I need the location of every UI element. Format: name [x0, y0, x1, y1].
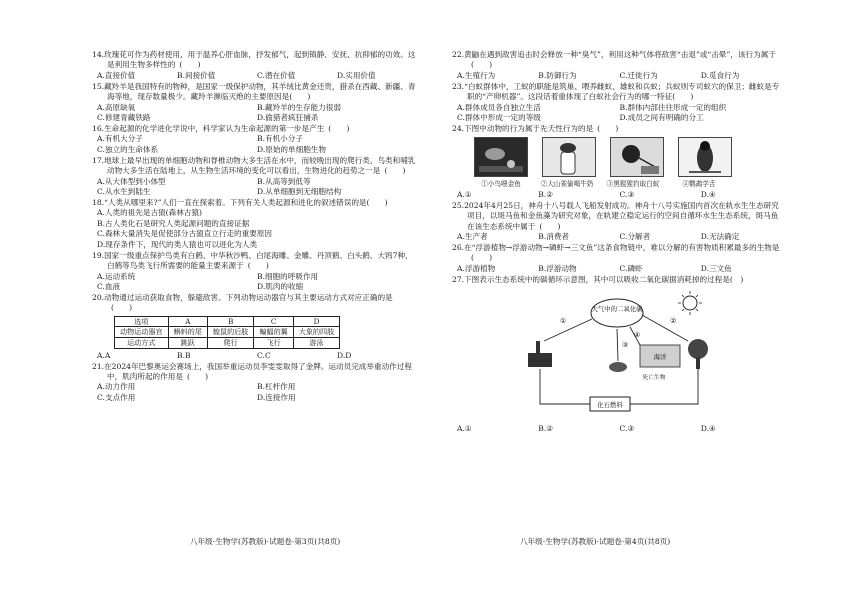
q15-option-a: A.高原缺氧: [97, 102, 136, 112]
q20-table-header-cell: 选项: [115, 316, 169, 327]
q20-table-cell: 飞行: [254, 337, 293, 348]
q23-option-b: B.群体内部往往形成一定的组织: [619, 102, 727, 112]
q19-answer-blank: ( ): [247, 261, 269, 271]
q24-behavior-photos: [474, 137, 782, 177]
mark-1: ①: [560, 317, 567, 326]
q19-option-a: A.运动系统: [97, 271, 136, 281]
q27-stem: 27.下图表示生态系统中的碳循环示意图，其中可以吸收二氧化碳据消耗掉的过程是( ): [452, 274, 744, 284]
question-14: [92, 50, 417, 81]
question-21: [92, 362, 417, 404]
q22-option-b: B.防御行为: [538, 70, 577, 80]
q16-option-c: C.独立的生命体系: [97, 144, 159, 154]
q20-answer-blank: ( ): [111, 303, 133, 313]
q21-answer-blank: ( ): [186, 371, 209, 381]
q20-option-a: A.A: [97, 350, 111, 360]
q19-option-c: C.血液: [97, 281, 121, 291]
q26-option-b: B.浮游动物: [538, 263, 577, 273]
q26-answer-blank: ( ): [471, 253, 493, 263]
q18-option-b: B.古人类化石是研究人类起源问题的直接证据: [97, 218, 250, 228]
question-25: [452, 201, 782, 243]
q26-option-d: D.三文鱼: [700, 263, 732, 273]
carbon-cycle-diagram: [522, 289, 717, 417]
q15-stem: 15.藏羚羊是我国特有的物种，是国家一级保护动物，其羊绒比黄金还贵，猎杀在西藏、新疆、青海等地，现存数量极少。藏羚羊濒临灭绝的主要原因是( ): [92, 81, 416, 102]
q20-table-cell: 大象的四肢: [293, 327, 339, 338]
question-16: [92, 124, 417, 155]
q14-stem: 14.玫瑰花可作为药材使用，用于温养心肝血脉，抒发郁气，起到镇静、安抚、抗抑郁的功效。这是利用生物多样性的: [92, 50, 416, 70]
q24-caption-3: ③黑猩猩钓取白蚁: [606, 180, 660, 189]
mark-3: ③: [622, 341, 629, 350]
atmosphere-label: 大气中的二氧化碳: [591, 305, 643, 314]
q19-option-d: D.肌肉的收缩: [257, 281, 304, 291]
q20-table-cell: 运动方式: [115, 337, 169, 348]
q24-caption-4: ④鹦鹉学舌: [682, 180, 716, 189]
q16-option-d: D.原始的单细胞生物: [257, 144, 326, 154]
q27-option-c: C.③: [619, 423, 635, 433]
q27-option-a: A.①: [457, 423, 472, 433]
q14-option-d: D.实用价值: [337, 70, 376, 80]
q20-table-cell: 动物运动器官: [115, 327, 169, 338]
q25-option-d: D.无法确定: [700, 232, 740, 242]
q18-option-c: C.森林大量消失是促使部分古猿直立行走的重要原因: [97, 229, 273, 239]
q26-option-a: A.浮游植物: [457, 263, 496, 273]
question-26: [452, 243, 782, 274]
q17-option-b: B.从高等到低等: [257, 176, 311, 186]
q15-option-d: D.偷猎者疯狂捕杀: [257, 113, 319, 123]
arrow-animal-to-air: [617, 329, 618, 361]
q21-option-a: A.动力作用: [97, 382, 136, 392]
q20-option-c: C.C: [257, 350, 271, 360]
fossil-fuel-label: 化石燃料: [597, 401, 623, 410]
question-27: [452, 275, 782, 434]
sun-icon: [683, 296, 697, 310]
q16-stem: 16.生命起源的化学进化学说中，科学家认为生命起源的第一步是产生: [92, 124, 325, 134]
q17-option-a: A.从大体型到小体型: [97, 176, 166, 186]
q19-stem: 19.国家一级重点保护鸟类有白鹤、中华秋沙鸭、白尾海雕、金雕、丹顶鹤、白头鹤、大鸨7种，白鹤等鸟类飞行所需要的能量主要来源于: [92, 250, 413, 271]
q27-option-b: B.②: [538, 423, 554, 433]
q26-option-c: C.磷虾: [619, 263, 643, 273]
page-footer-left: 八年级·生物学(苏教版)·试题卷·第3页(共8页): [190, 537, 341, 546]
q21-option-b: B.杠杆作用: [257, 382, 296, 392]
q20-option-d: D.D: [337, 350, 352, 360]
q25-stem: 25.2024年4月25日，神舟十八号载人飞船发射成功。神舟十八号实施国内首次在轨水生生态研究项目，以斑马鱼和金鱼藻为研究对象，在轨建立稳定运行的空间自循环水生生态系统，斑马鱼在该生态系统中属于: [452, 200, 779, 231]
q24-option-c: C.③: [619, 189, 635, 199]
q20-table: [114, 316, 340, 349]
q25-option-b: B.消费者: [538, 232, 570, 242]
q25-option-c: C.分解者: [619, 232, 651, 242]
right-page-column: [452, 50, 782, 435]
q18-option-d: D.现存条件下，现代的类人猿也可以进化为人类: [97, 239, 258, 249]
question-20: [92, 293, 417, 361]
arrow-fossil-to-factory: [540, 369, 590, 404]
arrow-air-to-tree: [642, 315, 688, 341]
mark-4: ④: [634, 331, 641, 340]
arrow-factory-to-air: [544, 319, 592, 341]
q14-answer-blank: ( ): [179, 60, 201, 70]
q21-option-d: D.连接作用: [257, 392, 296, 402]
factory-icon: [528, 341, 552, 367]
q20-table-header-cell: B: [207, 316, 253, 327]
q20-table-cell: 蝙蝠的翼: [254, 327, 293, 338]
q25-option-a: A.生产者: [457, 232, 488, 242]
atmosphere-co2-cloud: [591, 299, 643, 327]
q15-option-b: B.藏羚羊的生存能力很弱: [257, 102, 341, 112]
q14-option-c: C.潜在价值: [257, 70, 296, 80]
q21-option-c: C.支点作用: [97, 392, 136, 402]
bird-feeding-fish-photo: [474, 137, 528, 177]
q22-option-d: D.觅食行为: [700, 70, 740, 80]
q20-option-b: B.B: [177, 350, 191, 360]
dead-organisms-label: 死亡生物: [642, 375, 666, 382]
q23-stem: 23.“白蚁群体中，工蚁的职能是筑巢、喂养雌蚁、雄蚁和兵蚁；兵蚁则专司蚁穴的保卫；雌蚁是专职的“产卵机器”。这段话着重体现了白蚁社会行为的哪一特征( ): [452, 81, 780, 102]
q20-table-cell: 跳跃: [168, 337, 207, 348]
q20-table-header-cell: D: [293, 316, 339, 327]
mark-2: ②: [670, 317, 677, 326]
q24-caption-1: ①小鸟喂金鱼: [481, 180, 521, 189]
q20-table-header-cell: A: [168, 316, 207, 327]
q25-answer-blank: ( ): [539, 221, 561, 231]
question-22: [452, 50, 782, 81]
question-15: [92, 82, 417, 124]
tit-drinking-milk-photo: [542, 137, 596, 177]
question-17: [92, 156, 417, 198]
q21-stem: 21.在2024年巴黎奥运会赛场上，我国举重运动员李雯雯取得了金牌。运动员完成举重动作过程中，肌肉所起的作用是: [92, 361, 412, 381]
q22-option-c: C.迁徙行为: [619, 70, 658, 80]
q18-option-a: A.人类的祖先是古猿(森林古猿): [97, 208, 202, 218]
q20-table-cell: 游泳: [293, 337, 339, 348]
q24-answer-blank: ( ): [597, 124, 619, 134]
q14-option-b: B.间接价值: [177, 70, 216, 80]
q24-option-b: B.②: [538, 189, 554, 199]
q23-option-a: A.群体成员各自独立生活: [457, 102, 541, 112]
q20-stem: 20.动物通过运动获取食物，躲避敌害。下列动物运动器官与其主要运动方式对应正确的是: [92, 292, 393, 302]
page-footer-right: 八年级·生物学(苏教版)·试题卷·第4页(共8页): [520, 537, 671, 546]
question-24: [452, 124, 782, 200]
q17-option-d: D.从单细胞到无细胞结构: [257, 187, 342, 197]
q14-option-a: A.直接价值: [97, 70, 136, 80]
tree-icon: [688, 339, 708, 359]
q22-stem: 22.黄鼬在遇到敌害追击时会释放一种“臭气”，利用这种气体将敌害“击退”或“击晕”，该行为属于: [452, 50, 776, 59]
q16-option-b: B.有机小分子: [257, 134, 303, 144]
q24-option-a: A.①: [457, 189, 472, 199]
q20-table-cell: 蝗鼠的后肢: [207, 327, 253, 338]
q18-stem: 18.“人类从哪里来?”人们一直在探索着。下列有关人类起源和进化的叙述错误的是( ): [92, 198, 388, 208]
left-page-column: [92, 50, 417, 404]
q22-answer-blank: ( ): [471, 60, 493, 70]
q24-caption-2: ②大山雀偷喝牛奶: [540, 180, 594, 189]
q16-option-a: A.有机大分子: [97, 134, 143, 144]
q23-option-d: D.成员之间有明确的分工: [619, 113, 704, 123]
q20-table-cell: 蝌蚪的尾: [168, 327, 207, 338]
sea-label: 海洋: [653, 353, 667, 362]
q26-stem: 26.在“浮游植物→浮游动物→磷虾→三文鱼”这条食物链中，难以分解的有害物质积累最多的生物是: [452, 243, 780, 253]
q17-stem: 17.地球上最早出现的单细胞动物和脊椎动物大多生活在水中，而较晚出现的爬行类、鸟类和哺乳动物大多生活在陆地上，从生物生活环境的变化可以看出，生物进化的趋势之一是: [92, 155, 416, 176]
q17-option-c: C.从水生到陆生: [97, 187, 151, 197]
q19-option-b: B.细胞的呼吸作用: [257, 271, 319, 281]
q15-option-c: C.修建青藏铁路: [97, 113, 151, 123]
chimpanzee-fishing-termites-photo: [610, 137, 664, 177]
question-19: [92, 251, 417, 293]
q16-answer-blank: ( ): [328, 124, 350, 134]
q20-table-cell: 爬行: [207, 337, 253, 348]
question-18: [92, 198, 417, 250]
q24-option-d: D.④: [700, 189, 716, 199]
q22-option-a: A.生殖行为: [457, 70, 496, 80]
q23-option-c: C.群体中形成一定的等级: [457, 113, 541, 123]
animal-icon: [609, 362, 627, 372]
q27-option-d: D.④: [700, 423, 716, 433]
question-23: [452, 82, 782, 124]
q24-stem: 24.下图中动物的行为属于先天性行为的是: [452, 124, 594, 134]
parrot-mimicry-photo: [678, 137, 732, 177]
q20-table-header-cell: C: [254, 316, 293, 327]
q17-answer-blank: ( ): [384, 166, 406, 176]
